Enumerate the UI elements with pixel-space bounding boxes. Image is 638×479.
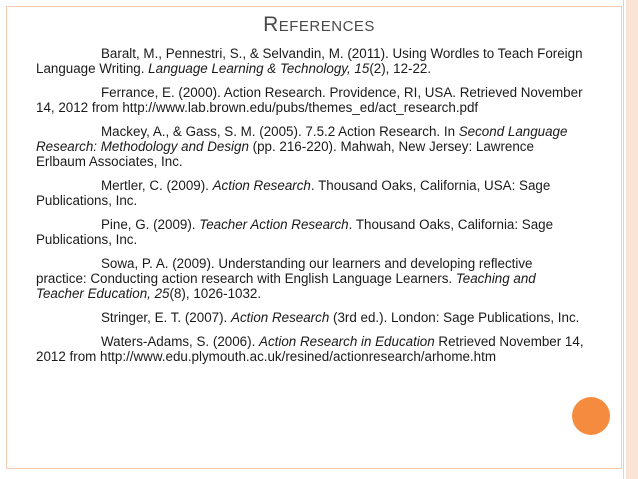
reference-text: Mertler, C. (2009). [101, 178, 213, 193]
reference-text: Sowa, P. A. (2009). Understanding our learners and developing reflective practice: Conducting action research with English Language Learners. [36, 256, 533, 286]
reference-item [36, 178, 584, 208]
right-edge-line [623, 0, 624, 479]
reference-text: . Thousand Oaks, California, USA: Sage Publications, Inc. [36, 178, 551, 208]
reference-list [36, 46, 584, 373]
reference-italic-text: Teaching and Teacher Education, 25 [36, 271, 536, 301]
reference-italic-text: Action Research in Education [259, 334, 435, 349]
reference-text: Retrieved November 14, 2012 from http://www.edu.plymouth.ac.uk/resined/actionresearch/arhome.htm [36, 334, 584, 364]
reference-item [36, 217, 584, 247]
reference-text: Pine, G. (2009). [101, 217, 200, 232]
reference-text: Waters-Adams, S. (2006). [101, 334, 260, 349]
reference-text: . Thousand Oaks, California: Sage Publications, Inc. [36, 217, 554, 247]
right-edge-band [626, 0, 638, 479]
reference-text: Mackey, A., & Gass, S. M. (2005). 7.5.2 Action Research. In [101, 124, 459, 139]
reference-text: Stringer, E. T. (2007). [101, 310, 232, 325]
reference-text: (3rd ed.). London: Sage Publications, Inc. [329, 310, 580, 325]
reference-item [36, 46, 584, 76]
reference-text: Baralt, M., Pennestri, S., & Selvandin, M. (2011). Using Wordles to Teach Foreign Language Writing. [36, 46, 583, 76]
reference-item [36, 334, 584, 364]
reference-text: (8), 1026-1032. [169, 286, 262, 301]
reference-italic-text: Action Research [231, 310, 330, 325]
reference-italic-text: Teacher Action Research [199, 217, 349, 232]
reference-item [36, 85, 584, 115]
reference-italic-text: Second Language Research: Methodology and Design [36, 124, 568, 154]
reference-text: (pp. 216-220). Mahwah, New Jersey: Lawrence Erlbaum Associates, Inc. [36, 139, 534, 169]
reference-italic-text: Action Research [212, 178, 311, 193]
reference-text: Ferrance, E. (2000). Action Research. Providence, RI, USA. Retrieved November 14, 2012 from http://www.lab.brown.edu/pubs/themes_ed/act_research.pdf [36, 85, 583, 115]
reference-item [36, 124, 584, 169]
slide-title: References [263, 13, 375, 36]
decorative-circle [572, 397, 610, 435]
reference-item [36, 256, 584, 301]
reference-item [36, 310, 584, 325]
reference-text: (2), 12-22. [369, 61, 432, 76]
reference-italic-text: Language Learning & Technology, 15 [148, 61, 370, 76]
